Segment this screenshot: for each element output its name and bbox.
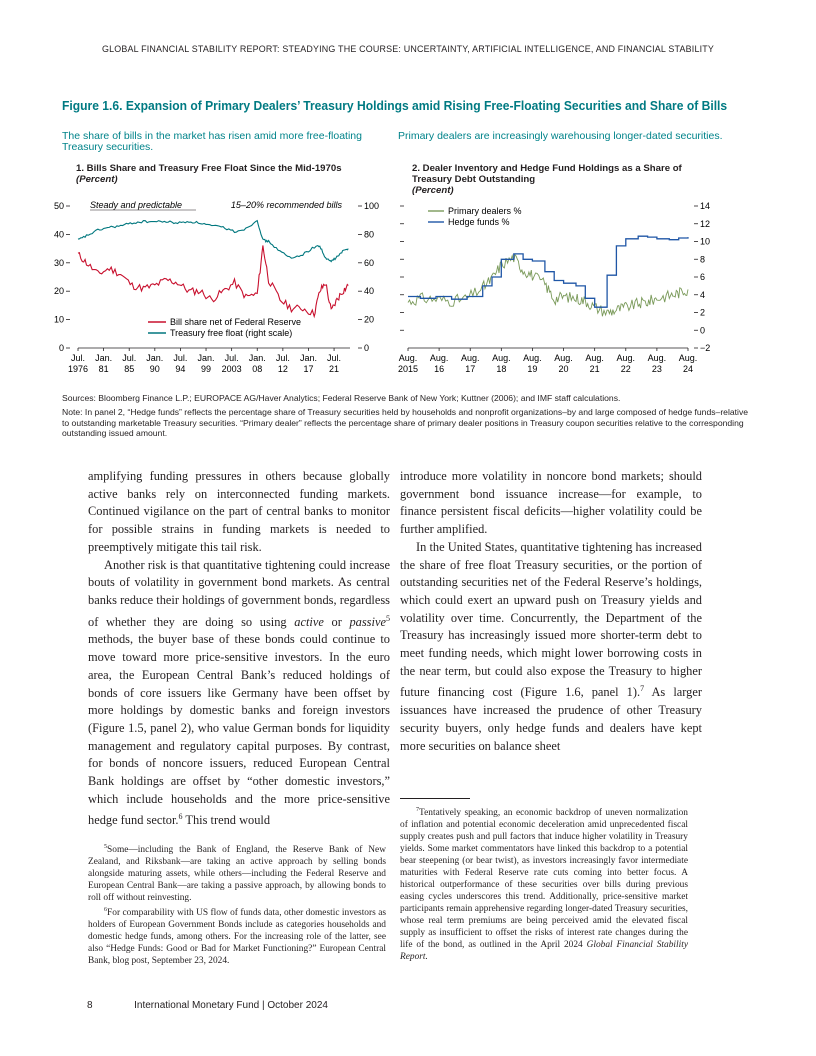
text-run: Tentatively speaking, an economic backdrop of uneven normalization of inflation and potential economic deceleration amid unprecedented fiscal supply creates push and pull factors that induce higher volatility in Treasury yields. Some market commentators have linked this backdrop to a potential bear steepening (or bear twist), as investors increasingly favor intermediate maturities with Federal Reserve rate cuts coming into better focus. A historical outperformance of these securities over bills during previous easing cycles underscores this trend. Additionally, price-sensitive market participants remain apprehensive regarding longer-dated Treasury securities, whose real term premiums are being perceived amid the elevated fiscal supply as insufficient to offset the risks of interest rate changes during the life of the bond, as outlined in the April 2024: [400, 808, 688, 951]
panel2-subtitle: Primary dealers are increasingly warehousing longer-dated securities.: [398, 130, 723, 142]
legend-label: Treasury free float (right scale): [170, 328, 293, 338]
y-right-tick-label: 60: [364, 257, 375, 268]
panel2-unit: (Percent): [412, 185, 454, 196]
x-tick-label: 94: [175, 364, 186, 374]
x-tick-label: Jul.: [70, 353, 86, 363]
x-tick-label: 12: [277, 364, 288, 374]
body-left-column: [88, 468, 390, 830]
body-right-paragraph: [400, 468, 702, 539]
legend-label: Hedge funds %: [448, 217, 510, 227]
figure-note: Note: In panel 2, “Hedge funds” reflects the percentage share of Treasury securities held by households and nonprofit organizations–by and large composed of hedge funds–relative to outstanding marketable Treasury securities. “Primary dealer” reflects the percentage share of primary dealer positions in Treasury coupon securities relative to the corresponding outstanding issued amount.: [62, 407, 749, 438]
x-tick-label: Jul.: [275, 353, 290, 363]
running-header: GLOBAL FINANCIAL STABILITY REPORT: STEADYING THE COURSE: UNCERTAINTY, ARTIFICIAL INTELLIGENCE, AND FINANCIAL STABILITY: [101, 44, 715, 55]
x-tick-label: Jul.: [122, 353, 137, 363]
x-tick-label: 21: [329, 364, 340, 374]
footnote-marker: 6: [178, 812, 183, 822]
series-line-hedge-funds: [408, 236, 688, 307]
annotation-label: Steady and predictable: [90, 200, 183, 210]
y-right-tick-label: 0: [700, 325, 706, 336]
y-right-tick-label: 8: [700, 254, 706, 265]
x-tick-label: 21: [589, 364, 600, 374]
chart-panel-2: [390, 196, 730, 382]
text-run: Some—including the Bank of England, the Reserve Bank of New Zealand, and Riksbank—are taking an active approach by selling bonds alongside maturing assets, while others—including the Federal Reserve and European Central Bank—are taking a passive approach, by allowing bonds to roll off without reinvesting.: [88, 845, 386, 904]
x-tick-label: 99: [201, 364, 212, 374]
y-right-tick-label: 6: [700, 272, 706, 282]
footnote-marker: 5: [385, 613, 390, 623]
text-run: As larger issuances have increased the prudence of other Treasury security buyers, only hedge funds and dealers have kept more securities on balance sheet: [400, 685, 702, 753]
x-tick-label: 08: [252, 364, 263, 374]
x-tick-label: Aug.: [678, 353, 698, 363]
footnote-marker: 7: [416, 807, 420, 813]
y-right-tick-label: 80: [364, 229, 375, 240]
footnotes-right: [400, 804, 688, 963]
y-left-tick-label: 0: [58, 343, 64, 353]
panel1-subtitle: The share of bills in the market has risen amid more free-floating Treasury securities.: [62, 130, 362, 153]
x-tick-label: 2015: [397, 364, 419, 374]
footnote-paragraph: [88, 904, 386, 967]
y-left-tick-label: 20: [53, 286, 64, 297]
x-tick-label: Aug.: [429, 353, 449, 363]
text-run: Another risk is that quantitative tightening could increase bouts of volatility in government bond markets. As central banks reduce their holdings of government bonds, regardless of whether they are doing so using: [88, 557, 390, 629]
y-right-tick-label: −2: [700, 343, 711, 353]
footnotes-left: [88, 841, 386, 967]
y-left-tick-label: 40: [53, 229, 64, 240]
text-run: introduce more volatility in noncore bond markets; should government bond issuance increase—for example, to finance persistent fiscal deficits—higher volatility could be further amplified.: [400, 469, 702, 537]
x-tick-label: 20: [558, 364, 569, 374]
x-tick-label: 85: [124, 364, 135, 374]
y-right-tick-label: 40: [364, 286, 375, 297]
text-run: This trend would: [182, 813, 271, 828]
chart-panel-1: [50, 196, 395, 382]
x-tick-label: Jan.: [197, 353, 215, 363]
x-tick-label: Aug.: [492, 353, 511, 363]
x-tick-label: Jul.: [173, 353, 188, 363]
y-right-tick-label: 20: [364, 314, 375, 325]
x-tick-label: Aug.: [647, 353, 667, 363]
y-right-tick-label: 12: [700, 218, 711, 229]
x-tick-label: Aug.: [616, 353, 636, 363]
x-tick-label: Jan.: [95, 353, 113, 363]
x-tick-label: Jul.: [327, 353, 342, 363]
footnote-marker: 6: [104, 907, 108, 914]
page-number: 8: [87, 1000, 93, 1011]
text-run: or: [323, 614, 350, 629]
x-tick-label: Jan.: [146, 353, 164, 363]
series-line-free-float: [78, 221, 348, 262]
text-run: For comparability with US flow of funds data, other domestic investors as holders of European Government Bonds include as categories households and domestic hedge funds, among others. For the increasing role of the latter, see also “Hedge Funds: Good or Bad for Market Functioning?” European Central Bank, blog post, September 23, 2024.: [88, 908, 386, 967]
panel2-title: [412, 163, 712, 196]
series-line-primary-dealers: [408, 255, 688, 317]
panel1-unit: (Percent): [76, 174, 118, 185]
panel2-title-text: 2. Dealer Inventory and Hedge Fund Holdings as a Share of Treasury Debt Outstanding: [412, 163, 682, 185]
x-tick-label: Aug.: [460, 353, 480, 363]
footnote-paragraph: [400, 804, 688, 963]
series-line-bill-share: [78, 245, 348, 316]
figure-title: Figure 1.6. Expansion of Primary Dealers’ Treasury Holdings amid Rising Free-Floating Securities and Share of Bills: [62, 98, 728, 113]
x-tick-label: 1976: [67, 364, 89, 374]
annotation-label: 15–20% recommended bills: [230, 200, 342, 210]
panel1-title: [76, 163, 376, 185]
text-run: In the United States, quantitative tightening has increased the share of free float Treasury securities, or the portion of outstanding securities net of the Federal Reserve’s holdings, which could exert an upward push on Treasury yields and volatility over time. Concurrently, the Department of the Treasury has increasingly issued more shorter-term debt to meet funding needs, which might lower borrowing costs in the near term, but could also expose the Treasury to higher future financing cost (Figure 1.6, panel 1).: [400, 539, 702, 700]
legend-label: Primary dealers %: [448, 206, 522, 216]
x-tick-label: Jul.: [224, 353, 239, 363]
y-right-tick-label: 100: [364, 201, 380, 211]
x-tick-label: 19: [527, 364, 538, 374]
text-run: methods, the buyer base of these bonds could continue to move toward more price-sensitive investors. In the euro area, the European Central Bank’s reduced holdings of bonds of core issuers like Germany have been offset by more holdings by domestic banks and foreign investors (Figure 1.5, panel 2), who value German bonds for liquidity management and regulatory capital purposes. By contrast, for bonds of noncore issuers, reduced European Central Bank holdings are offset by “other domestic investors,” which include households and the more price-sensitive hedge fund sector.: [88, 632, 390, 828]
body-left-paragraph: [88, 468, 390, 557]
x-tick-label: Jan.: [299, 353, 317, 363]
emphasis-text: Global Financial Stability Report.: [400, 940, 688, 963]
y-left-tick-label: 30: [53, 257, 64, 268]
emphasis-text: active: [294, 614, 324, 629]
y-right-tick-label: 4: [700, 289, 706, 300]
body-left-paragraph: [88, 557, 390, 831]
x-tick-label: 18: [496, 364, 507, 374]
x-tick-label: 22: [620, 364, 631, 374]
x-tick-label: 16: [434, 364, 445, 374]
x-tick-label: 24: [682, 364, 694, 374]
x-tick-label: 17: [465, 364, 476, 374]
footnote-marker: 5: [104, 844, 108, 850]
x-tick-label: Aug.: [554, 353, 573, 363]
x-tick-label: 90: [149, 364, 160, 374]
y-right-tick-label: 2: [700, 307, 706, 318]
footnote-marker: 7: [640, 684, 645, 694]
x-tick-label: Aug.: [398, 353, 418, 363]
x-tick-label: Aug.: [585, 353, 604, 363]
y-right-tick-label: 14: [700, 201, 711, 211]
text-run: amplifying funding pressures in others because globally active banks rely on interconnected funding markets. Continued vigilance on the part of central banks to monitor for possible strains in funding markets is needed to preemptively mitigate this tail risk.: [88, 469, 390, 554]
figure-sources: Sources: Bloomberg Finance L.P.; EUROPACE AG/Haver Analytics; Federal Reserve Bank of New York; Kuttner (2006); and IMF staff calculations.: [62, 393, 621, 403]
x-tick-label: 2003: [221, 364, 242, 374]
x-tick-label: 81: [98, 364, 109, 374]
y-left-tick-label: 10: [53, 314, 64, 325]
y-left-tick-label: 50: [53, 201, 64, 211]
footnote-rule: [400, 798, 470, 799]
publisher-line: International Monetary Fund | October 2024: [134, 1000, 328, 1011]
body-right-column: [400, 468, 702, 755]
x-tick-label: 17: [303, 364, 314, 374]
y-right-tick-label: 0: [364, 343, 370, 353]
x-tick-label: Jan.: [248, 353, 266, 363]
emphasis-text: passive: [349, 614, 386, 629]
legend-label: Bill share net of Federal Reserve: [170, 317, 302, 327]
x-tick-label: Aug.: [523, 353, 542, 363]
panel1-title-text: 1. Bills Share and Treasury Free Float Since the Mid-1970s: [76, 163, 342, 174]
y-right-tick-label: 10: [700, 236, 711, 247]
page-footer: [87, 1000, 328, 1011]
x-tick-label: 23: [651, 364, 662, 374]
body-right-paragraph: [400, 539, 702, 756]
footnote-paragraph: [88, 841, 386, 904]
